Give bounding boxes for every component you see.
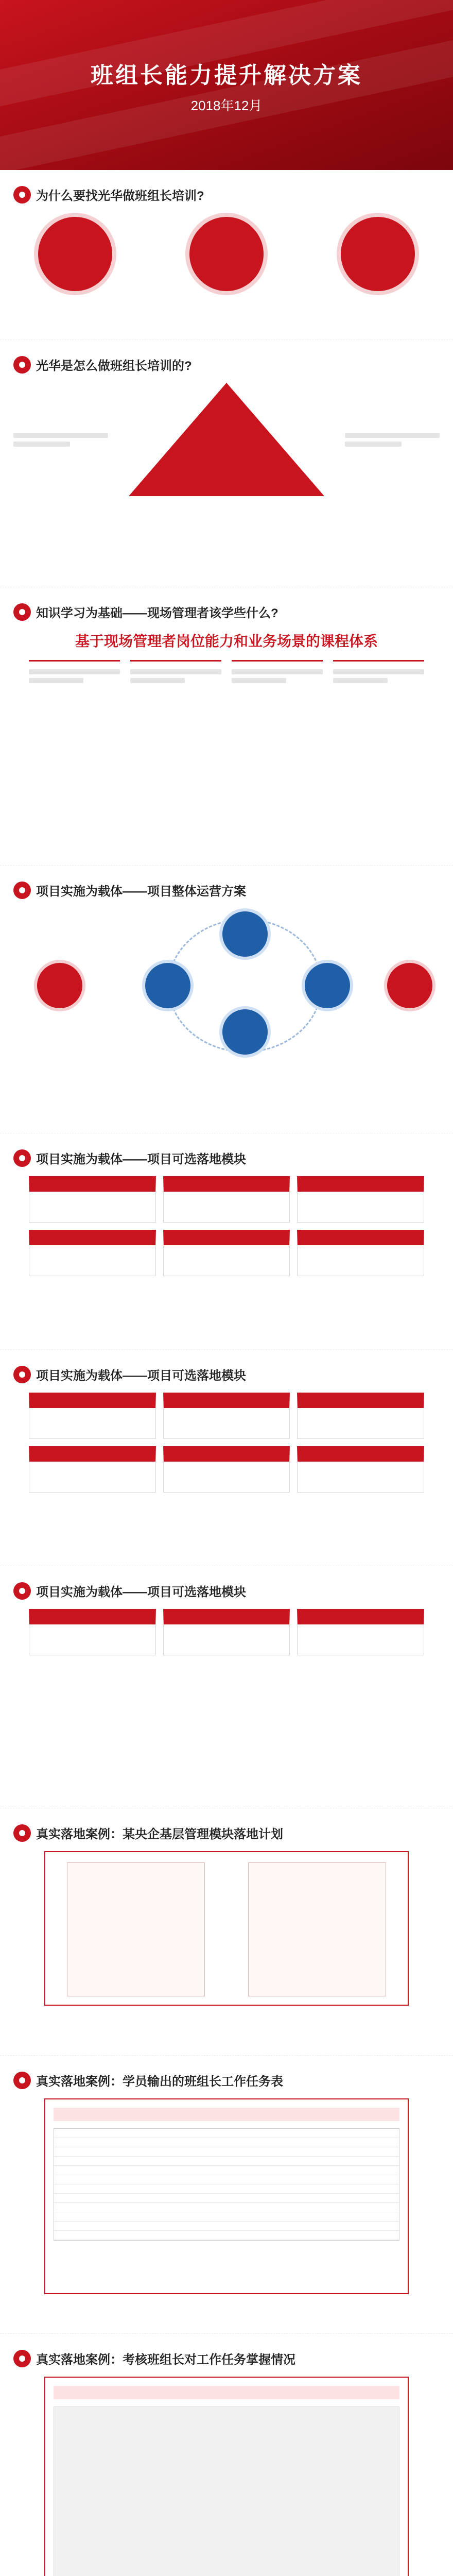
module-card xyxy=(163,1446,290,1493)
hero-banner xyxy=(0,0,453,170)
section-icon xyxy=(13,186,31,204)
module-card xyxy=(29,1230,156,1276)
pyramid-note-left xyxy=(13,429,108,450)
section-knowledge xyxy=(0,587,453,866)
section-title: 项目实施为载体——项目可选落地模块 xyxy=(36,1369,246,1383)
section-title: 项目实施为载体——项目可选落地模块 xyxy=(36,1585,246,1599)
module-card xyxy=(163,1176,290,1223)
cycle-node xyxy=(142,960,194,1011)
reason-circle xyxy=(185,213,268,295)
section-how xyxy=(0,340,453,587)
module-card xyxy=(297,1230,424,1276)
module-card xyxy=(297,1176,424,1223)
module-card xyxy=(163,1393,290,1439)
pyramid-note-right xyxy=(345,429,440,450)
section-title: 真实落地案例：某央企基层管理模块落地计划 xyxy=(36,1827,283,1841)
module-card xyxy=(297,1609,424,1655)
section-icon xyxy=(13,356,31,374)
section-title: 知识学习为基础——现场管理者该学些什么? xyxy=(36,606,278,620)
cycle-node xyxy=(219,908,271,960)
reason-circle xyxy=(337,213,419,295)
assessment-sheet xyxy=(44,2377,409,2576)
page-date: 2018年12月 xyxy=(190,98,263,113)
module-card xyxy=(29,1176,156,1223)
module-card xyxy=(163,1230,290,1276)
section-icon xyxy=(13,1824,31,1842)
section-case-plan xyxy=(0,1808,453,2056)
task-sheet xyxy=(44,2098,409,2294)
plan-chart xyxy=(44,1851,409,2006)
cycle-node xyxy=(219,1006,271,1058)
section-case-tasklist xyxy=(0,2056,453,2334)
section-icon xyxy=(13,1366,31,1383)
section-title: 光华是怎么做班组长培训的? xyxy=(36,359,192,373)
plan-column xyxy=(67,1862,205,1996)
section-case-assessment xyxy=(0,2334,453,2576)
module-card xyxy=(29,1609,156,1655)
section-icon xyxy=(13,882,31,899)
module-card xyxy=(29,1393,156,1439)
operation-cycle xyxy=(13,908,440,1063)
section-title: 项目实施为载体——项目整体运营方案 xyxy=(36,885,246,899)
task-table xyxy=(54,2128,399,2241)
module-card xyxy=(29,1446,156,1493)
section-modules-a xyxy=(0,1133,453,1350)
module-card xyxy=(297,1393,424,1439)
plan-column xyxy=(248,1862,386,1996)
section-icon xyxy=(13,2072,31,2089)
section-modules-c xyxy=(0,1566,453,1808)
section-icon xyxy=(13,1582,31,1600)
method-pyramid xyxy=(129,383,324,496)
course-category xyxy=(232,660,323,687)
section-title: 真实落地案例：学员输出的班组长工作任务表 xyxy=(36,2075,283,2089)
curriculum-heading: 基于现场管理者岗位能力和业务场景的课程体系 xyxy=(75,633,378,649)
section-title: 为什么要找光华做班组长培训? xyxy=(36,189,204,203)
cycle-node xyxy=(302,960,353,1011)
section-overall xyxy=(0,866,453,1133)
reason-circle xyxy=(34,213,116,295)
page-title: 班组长能力提升解决方案 xyxy=(91,63,362,88)
course-category xyxy=(29,660,120,687)
section-icon xyxy=(13,603,31,621)
assessment-screenshot xyxy=(54,2406,399,2576)
section-icon xyxy=(13,1149,31,1167)
section-modules-b xyxy=(0,1350,453,1566)
course-category xyxy=(130,660,221,687)
course-category xyxy=(333,660,424,687)
module-card xyxy=(297,1446,424,1493)
cycle-node xyxy=(34,960,85,1011)
module-card xyxy=(163,1609,290,1655)
section-why xyxy=(0,170,453,340)
section-title: 项目实施为载体——项目可选落地模块 xyxy=(36,1153,246,1166)
cycle-node xyxy=(384,960,435,1011)
section-title: 真实落地案例：考核班组长对工作任务掌握情况 xyxy=(36,2353,295,2367)
section-icon xyxy=(13,2350,31,2367)
